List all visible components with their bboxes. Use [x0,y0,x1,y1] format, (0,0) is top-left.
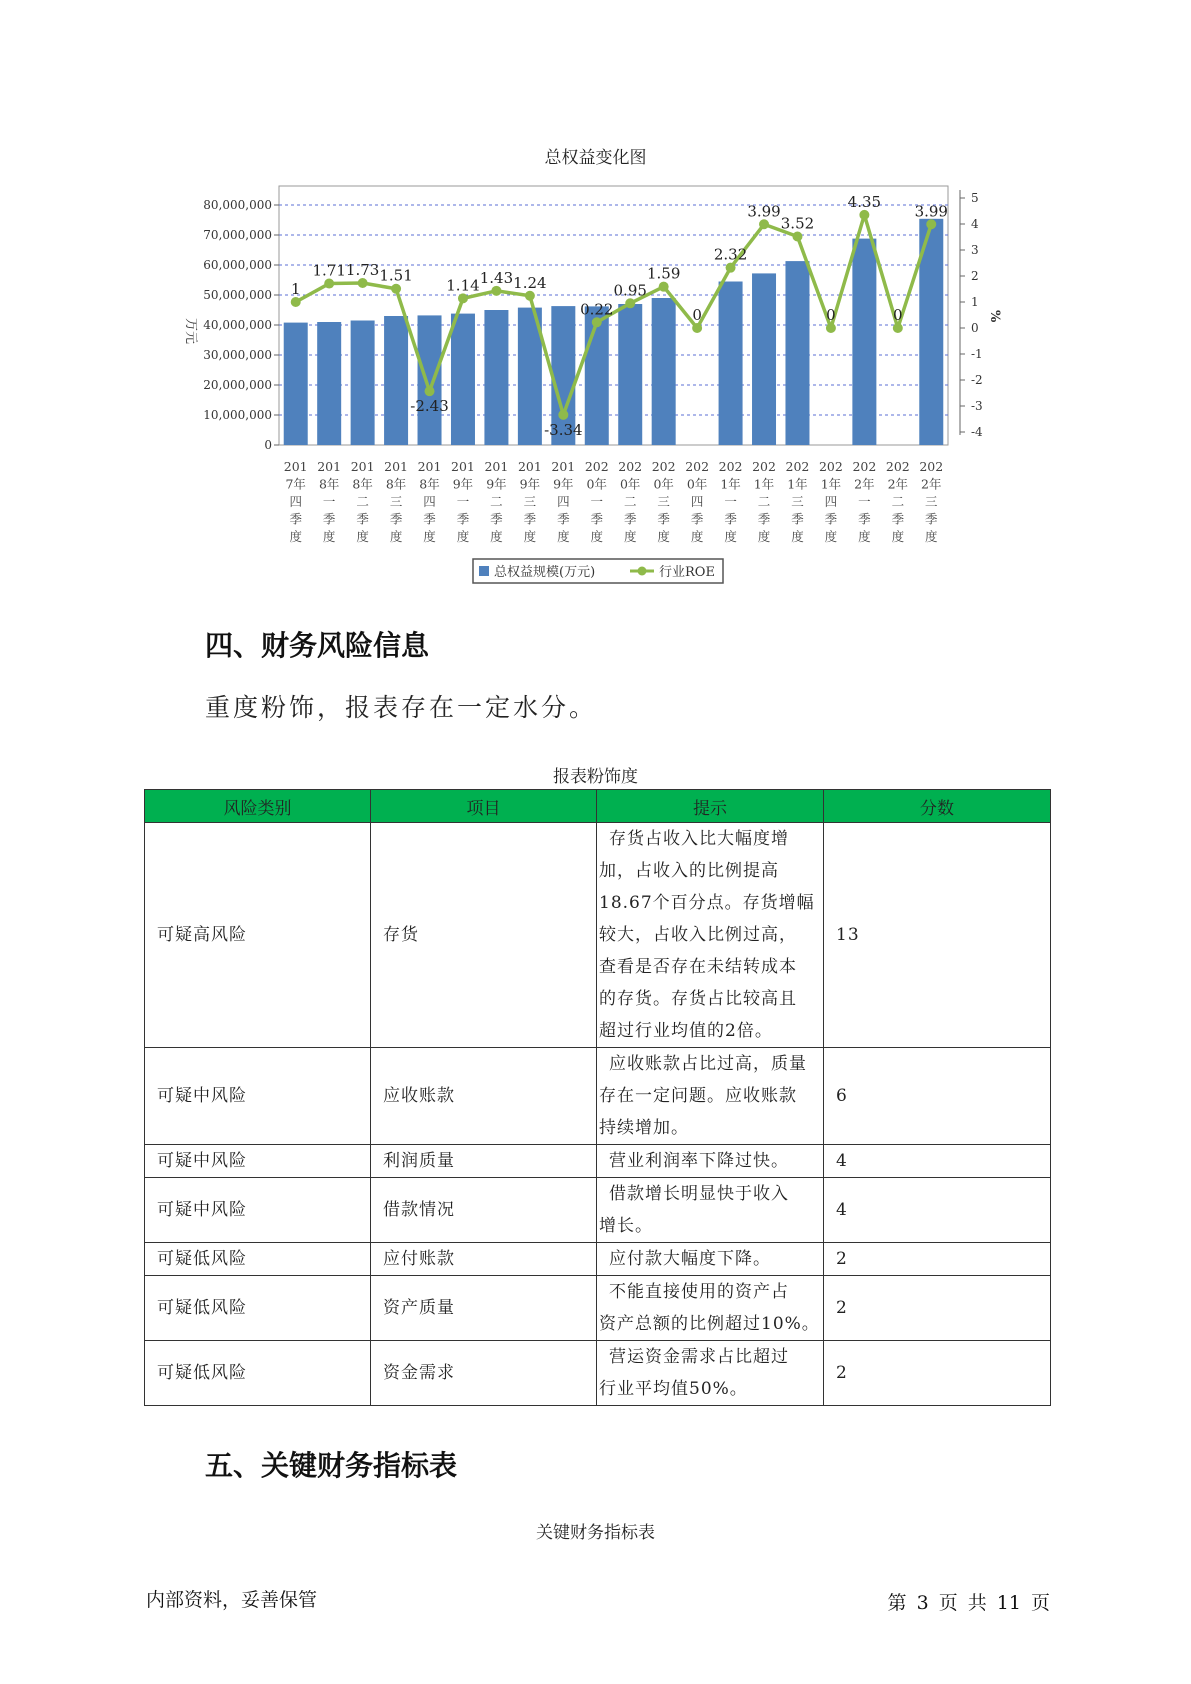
x-tick-label: 202 [885,459,910,474]
risk-tip-line: 应收账款占比过高，质量 [609,1054,807,1074]
roe-point [491,286,501,296]
bar [785,261,809,445]
x-tick-label: 季 [322,511,336,527]
risk-score-cell: 6 [824,1048,1051,1145]
roe-point [592,317,602,327]
risk-table-header-row [145,790,1051,823]
roe-point [291,297,301,307]
x-tick-label: 201 [283,459,308,474]
right-axis-label: % [987,310,1002,323]
risk-tip-cell [597,1243,824,1276]
table-row [145,1341,1051,1406]
footer-confidential: 内部资料，妥善保管 [146,1589,318,1611]
x-tick-label: 1年 [820,476,842,492]
bar [852,239,876,445]
x-tick-label: 202 [785,459,810,474]
risk-tip-line: 持续增加。 [599,1118,689,1138]
x-tick-label: 季 [925,511,938,527]
x-tick-label: 度 [690,529,704,544]
roe-data-label: 0.95 [613,281,647,300]
roe-data-label: 0 [893,306,903,324]
x-tick-label: 三 [657,494,670,509]
risk-category-cell: 可疑中风险 [145,1145,371,1178]
x-tick-label: 1年 [787,476,808,492]
x-tick-label: 二 [891,494,905,509]
x-tick-label: 202 [852,459,877,474]
right-tick-label: 3 [971,243,979,257]
plot-frame [279,186,948,445]
roe-data-label: 1.71 [312,261,346,280]
header-item: 项目 [371,790,597,823]
left-tick-label: 50,000,000 [203,288,272,302]
risk-tip-line: 存在一定问题。应收账款 [599,1086,797,1106]
equity-chart [0,0,1191,600]
risk-item-cell: 应付账款 [371,1243,597,1276]
roe-data-label: 3.52 [780,214,815,233]
roe-point [692,323,702,333]
left-tick-label: 0 [264,438,272,452]
equity-chart-svg [0,0,1191,600]
roe-point [391,284,401,294]
x-tick-label: 度 [657,529,670,544]
risk-item-cell: 资产质量 [371,1276,597,1341]
legend-bar-swatch [479,566,489,576]
bar [384,316,408,445]
risk-tip-line: 资产总额的比例超过10%。 [599,1314,820,1334]
risk-table-caption: 报表粉饰度 [553,767,638,787]
x-tick-label: 0年 [586,476,608,492]
x-tick-label: 202 [584,459,609,474]
right-tick-label: 1 [971,295,979,309]
risk-category-cell: 可疑高风险 [145,823,371,1048]
bar [418,315,442,445]
x-tick-label: 二 [356,494,369,509]
x-tick-label: 二 [757,494,771,509]
right-tick-label: 4 [971,217,979,231]
risk-category-cell: 可疑低风险 [145,1341,371,1406]
section4-paragraph: 重度粉饰，报表存在一定水分。 [205,693,598,722]
x-tick-label: 度 [423,529,436,544]
risk-tip-cell [597,1178,824,1243]
roe-data-label: -3.34 [544,420,583,439]
table-row [145,1048,1051,1145]
x-tick-label: 201 [417,459,442,474]
header-score: 分数 [824,790,1051,823]
right-tick-label: -4 [971,425,983,439]
x-tick-label: 202 [752,459,776,474]
risk-tip-line: 借款增长明显快于收入 [609,1184,789,1204]
x-tick-label: 二 [623,494,637,509]
x-tick-label: 202 [919,459,944,474]
risk-tip-line: 加，占收入的比例提高 [599,861,779,881]
risk-score-cell: 2 [824,1276,1051,1341]
x-tick-label: 三 [523,494,537,509]
x-tick-label: 202 [718,459,743,474]
risk-category-cell: 可疑中风险 [145,1178,371,1243]
risk-category-cell: 可疑中风险 [145,1048,371,1145]
x-tick-label: 季 [423,511,436,527]
table-row [145,1178,1051,1243]
bar [618,304,642,445]
footer-page-number: 第 3 页 共 11 页 [887,1592,1050,1614]
x-tick-label: 季 [389,511,403,527]
risk-score-cell: 13 [824,823,1051,1048]
x-tick-label: 三 [389,494,403,509]
x-tick-label: 8年 [318,476,340,492]
bar [317,322,341,445]
risk-tip-cell [597,1048,824,1145]
x-tick-label: 度 [757,529,771,544]
x-tick-label: 度 [791,529,804,544]
x-tick-label: 2年 [887,476,909,492]
x-tick-label: 季 [557,511,570,527]
risk-score-cell: 2 [824,1243,1051,1276]
left-tick-label: 40,000,000 [203,318,272,332]
x-tick-label: 201 [317,459,342,474]
x-tick-label: 度 [389,529,403,544]
bar [752,273,776,445]
key-indicators-caption: 关键财务指标表 [536,1523,655,1543]
bar [719,282,743,446]
table-row [145,1145,1051,1178]
x-tick-label: 季 [623,511,637,527]
x-tick-label: 0年 [653,476,674,492]
roe-data-label: 3.99 [914,202,948,221]
section5-heading: 五、关键财务指标表 [205,1449,458,1482]
x-tick-label: 季 [757,511,771,527]
right-tick-label: 0 [971,321,979,335]
x-tick-label: 季 [590,511,604,527]
x-tick-label: 2年 [921,476,942,492]
left-axis-label: 万元 [183,318,198,345]
header-tip: 提示 [597,790,824,823]
risk-score-cell: 4 [824,1145,1051,1178]
roe-point [826,323,836,333]
risk-table [144,789,1051,1406]
right-tick-label: -2 [971,373,983,387]
table-row [145,1243,1051,1276]
x-tick-label: 一 [724,494,737,509]
x-tick-label: 8年 [419,476,440,492]
x-tick-label: 度 [456,529,470,544]
x-tick-label: 四 [824,494,838,509]
left-tick-label: 60,000,000 [203,258,272,272]
x-tick-label: 度 [356,529,369,544]
x-tick-label: 四 [557,494,570,509]
risk-tip-line: 较大，占收入比例过高， [599,925,797,945]
x-tick-label: 202 [618,459,643,474]
x-tick-label: 度 [724,529,737,544]
risk-tip-line: 行业平均值50%。 [599,1379,748,1399]
right-tick-label: 5 [971,191,979,205]
risk-table-body [145,823,1051,1406]
x-tick-label: 度 [557,529,570,544]
x-tick-label: 度 [824,529,838,544]
x-tick-label: 202 [818,459,843,474]
roe-data-label: 0.22 [580,300,614,319]
legend-line-label: 行业ROE [659,565,715,580]
x-tick-label: 度 [925,529,938,544]
header-category: 风险类别 [145,790,371,823]
x-tick-label: 季 [824,511,838,527]
roe-point [324,279,334,289]
roe-data-label: 0 [826,306,836,324]
table-row [145,1276,1051,1341]
x-tick-label: 9年 [519,476,541,492]
x-tick-label: 季 [289,511,302,527]
left-tick-label: 70,000,000 [203,228,272,242]
risk-tip-cell [597,1145,824,1178]
risk-tip-line: 不能直接使用的资产占 [609,1282,789,1302]
x-tick-label: 201 [451,459,475,474]
x-tick-label: 一 [456,494,470,509]
roe-data-label: 1.51 [379,266,413,285]
x-tick-label: 季 [523,511,537,527]
x-tick-label: 度 [623,529,637,544]
risk-tip-line: 查看是否存在未结转成本 [599,957,797,977]
x-tick-label: 季 [690,511,704,527]
risk-item-cell: 借款情况 [371,1178,597,1243]
legend-bar-label: 总权益规模(万元) [494,565,596,580]
x-tick-label: 9年 [553,476,574,492]
legend-line-marker [638,567,647,576]
left-tick-label: 30,000,000 [203,348,272,362]
x-tick-label: 季 [724,511,737,527]
x-tick-label: 四 [289,494,302,509]
x-tick-label: 度 [858,529,871,544]
roe-point [625,298,635,308]
roe-data-label: -2.43 [410,397,449,416]
x-tick-label: 一 [322,494,336,509]
x-tick-label: 一 [858,494,871,509]
risk-tip-line: 营运资金需求占比超过 [609,1347,789,1367]
x-tick-label: 季 [858,511,871,527]
x-tick-label: 四 [690,494,704,509]
x-tick-label: 0年 [686,476,708,492]
right-tick-label: -1 [971,347,983,361]
bar [652,298,676,445]
x-tick-label: 0年 [619,476,641,492]
chart-title: 总权益变化图 [544,148,647,168]
risk-tip-cell [597,1341,824,1406]
x-tick-label: 202 [651,459,676,474]
roe-data-label: 1.73 [345,261,380,280]
bar [451,314,475,445]
x-tick-label: 1年 [753,476,775,492]
x-tick-label: 季 [356,511,369,527]
roe-data-label: 2.32 [713,245,748,264]
x-tick-label: 度 [322,529,336,544]
roe-point [659,282,669,292]
risk-tip-line: 营业利润率下降过快。 [609,1151,789,1171]
x-tick-label: 季 [891,511,905,527]
risk-tip-line: 存货占收入比大幅度增 [609,829,789,849]
x-tick-label: 201 [551,459,576,474]
roe-data-label: 0 [692,306,702,324]
section4-heading: 四、财务风险信息 [205,629,430,662]
risk-tip-line: 应付款大幅度下降。 [609,1249,771,1269]
x-tick-label: 7年 [285,476,306,492]
right-tick-label: -3 [971,399,983,413]
x-tick-label: 度 [289,529,302,544]
risk-item-cell: 利润质量 [371,1145,597,1178]
x-tick-label: 二 [490,494,503,509]
risk-score-cell: 4 [824,1178,1051,1243]
right-tick-label: 2 [971,269,979,283]
x-tick-label: 1年 [720,476,741,492]
roe-point [926,219,936,229]
risk-score-cell: 2 [824,1341,1051,1406]
bar [351,321,375,446]
table-row [145,823,1051,1048]
x-tick-label: 2年 [854,476,875,492]
roe-point [425,386,435,396]
roe-data-label: 1.24 [513,273,547,292]
risk-tip-cell [597,823,824,1048]
x-tick-label: 度 [523,529,537,544]
x-tick-label: 201 [517,459,542,474]
x-tick-label: 四 [423,494,436,509]
x-tick-label: 季 [791,511,804,527]
left-tick-label: 80,000,000 [203,198,272,212]
x-tick-label: 度 [590,529,604,544]
x-tick-label: 201 [384,459,409,474]
x-tick-label: 三 [925,494,938,509]
roe-data-label: 1 [290,280,301,298]
bar [484,310,508,445]
x-tick-label: 度 [490,529,503,544]
risk-item-cell: 存货 [371,823,597,1048]
roe-data-label: 4.35 [847,192,882,211]
roe-point [893,323,903,333]
x-tick-label: 季 [490,511,503,527]
risk-category-cell: 可疑低风险 [145,1243,371,1276]
risk-tip-line: 18.67个百分点。存货增幅 [599,893,815,913]
roe-data-label: 3.99 [747,202,781,221]
x-tick-label: 201 [484,459,509,474]
x-tick-label: 202 [685,459,710,474]
roe-point [358,278,368,288]
x-tick-label: 9年 [452,476,474,492]
x-tick-label: 度 [891,529,905,544]
bar [284,323,308,445]
risk-item-cell: 应收账款 [371,1048,597,1145]
roe-point [726,263,736,273]
roe-point [859,210,869,220]
x-tick-label: 三 [791,494,804,509]
risk-tip-line: 增长。 [599,1216,653,1236]
roe-data-label: 1.59 [646,264,681,283]
risk-category-cell: 可疑低风险 [145,1276,371,1341]
roe-point [558,410,568,420]
roe-data-label: 1.14 [446,276,480,295]
roe-point [759,219,769,229]
x-tick-label: 季 [657,511,670,527]
risk-tip-line: 超过行业均值的2倍。 [599,1021,773,1041]
roe-point [792,231,802,241]
roe-data-label: 1.43 [479,268,514,287]
x-tick-label: 季 [456,511,470,527]
left-tick-label: 20,000,000 [203,378,272,392]
risk-item-cell: 资金需求 [371,1341,597,1406]
roe-point [525,291,535,301]
x-tick-label: 8年 [385,476,407,492]
x-tick-label: 201 [350,459,375,474]
risk-tip-cell [597,1276,824,1341]
x-tick-label: 8年 [352,476,373,492]
x-tick-label: 一 [590,494,604,509]
left-tick-label: 10,000,000 [203,408,272,422]
x-tick-label: 9年 [486,476,507,492]
risk-tip-line: 的存货。存货占比较高且 [599,989,797,1009]
roe-point [458,293,468,303]
